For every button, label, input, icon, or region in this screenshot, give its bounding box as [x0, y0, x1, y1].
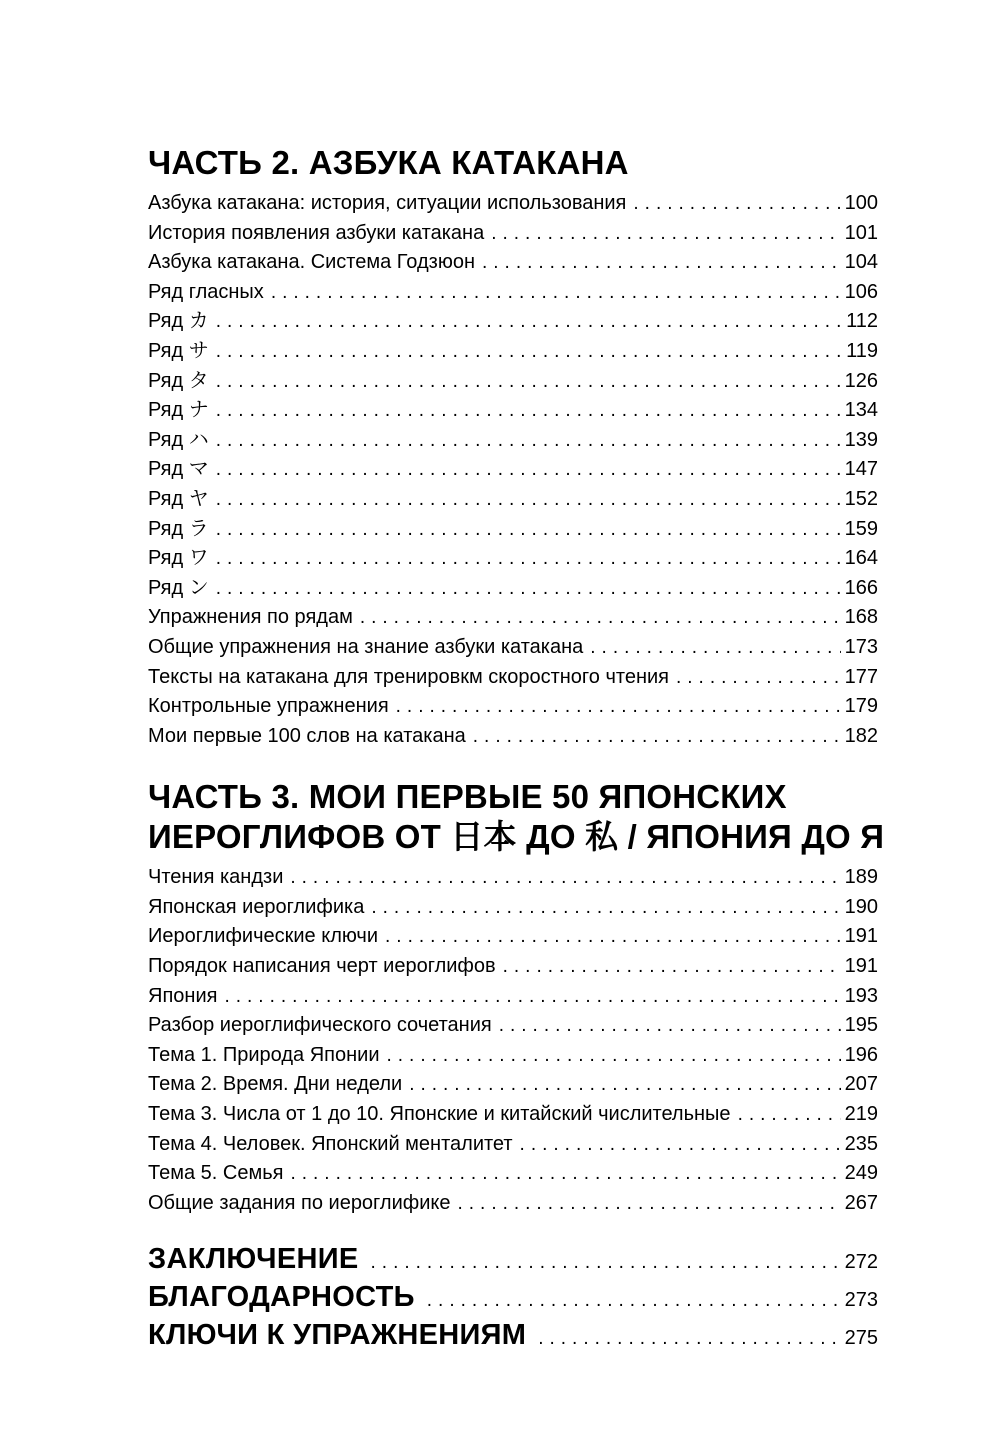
toc-entry: [148, 307, 878, 337]
toc-entry-page: 193: [844, 984, 878, 1007]
section-entries: [148, 863, 878, 1218]
toc-entry: [148, 692, 878, 722]
toc-entry: [148, 574, 878, 604]
toc-entry-page: 139: [844, 428, 878, 451]
dot-leader: [216, 485, 841, 515]
dot-leader: [503, 952, 841, 982]
toc-entry-label: Мои первые 100 слов на катакана: [148, 724, 466, 747]
toc-entry: [148, 1041, 878, 1071]
section-heading-line: ЧАСТЬ 2. АЗБУКА КАТАКАНА: [148, 144, 629, 181]
toc-entry-page: 177: [844, 665, 878, 688]
toc-entry-label: Ряд タ: [148, 369, 209, 392]
toc-entry-label: Тема 2. Время. Дни недели: [148, 1073, 403, 1096]
toc-entry-label: Ряд カ: [148, 310, 209, 333]
toc-entry-label: История появления азбуки катакана: [148, 221, 485, 244]
toc-entry: [148, 893, 878, 923]
toc-entry-label: Азбука катакана: история, ситуации использования: [148, 192, 627, 214]
toc-entry-label: Упражнения по рядам: [148, 606, 353, 629]
dot-leader: [216, 307, 842, 337]
toc-entry: [148, 396, 878, 426]
toc-entry-page: 159: [844, 517, 878, 540]
toc-entry-page: 119: [846, 339, 878, 362]
toc-entry-label: Ряд ワ: [148, 547, 209, 570]
toc-entry: [148, 633, 878, 663]
toc-entry: [148, 544, 878, 574]
toc-entry-label: Ряд ン: [148, 576, 209, 599]
dot-leader: [738, 1100, 841, 1130]
dot-leader: [427, 1283, 841, 1318]
toc-entry-page: 189: [844, 866, 878, 889]
toc-entry-label: Азбука катакана. Система Годзюон: [148, 251, 475, 274]
toc-entry-label: Тема 1. Природа Японии: [148, 1043, 380, 1066]
dot-leader: [457, 1189, 840, 1219]
dot-leader: [633, 189, 840, 219]
toc-entry: [148, 1318, 878, 1356]
toc-entry-label: Япония: [148, 984, 218, 1007]
toc-entry: [148, 1280, 878, 1318]
toc-entry-label: КЛЮЧИ К УПРАЖНЕНИЯМ: [148, 1319, 527, 1352]
dot-leader: [271, 278, 841, 308]
dot-leader: [371, 1245, 841, 1280]
dot-leader: [396, 692, 841, 722]
toc-entry-label: Ряд ヤ: [148, 487, 209, 510]
section-heading: [148, 777, 885, 857]
toc-entry: [148, 1159, 878, 1189]
dot-leader: [371, 893, 840, 923]
dot-leader: [473, 722, 841, 752]
dot-leader: [538, 1321, 840, 1356]
toc-entry-label: Ряд ハ: [148, 428, 209, 451]
toc-entry-page: 173: [844, 635, 878, 658]
toc-section: [148, 777, 885, 1218]
toc-entry: [148, 485, 878, 515]
dot-leader: [216, 515, 841, 545]
toc-entry-label: Ряд гласных: [148, 280, 264, 303]
dot-leader: [482, 248, 841, 278]
toc-entry: [148, 722, 878, 752]
dot-leader: [409, 1070, 840, 1100]
toc-entry: [148, 367, 878, 397]
toc-entry: [148, 1011, 878, 1041]
toc-entry-label: Ряд サ: [148, 339, 209, 362]
toc-entry: [148, 1100, 878, 1130]
toc-entry-label: Разбор иероглифического сочетания: [148, 1014, 492, 1037]
toc-entry-page: 219: [844, 1103, 878, 1126]
toc-entry-label: Контрольные упражнения: [148, 695, 389, 718]
dot-leader: [216, 367, 841, 397]
section-heading-line: ИЕРОГЛИФОВ ОТ 日本 ДО 私 / ЯПОНИЯ ДО Я: [148, 818, 885, 856]
toc-entry-page: 195: [844, 1014, 878, 1037]
dot-leader: [224, 982, 840, 1012]
toc-entry-label: БЛАГОДАРНОСТЬ: [148, 1281, 415, 1314]
toc-entry-page: 152: [844, 487, 878, 510]
section-entries: [148, 189, 878, 751]
toc-entry-label: Чтения кандзи: [148, 866, 284, 889]
toc-entry-page: 207: [844, 1073, 878, 1096]
toc-entry-label: Общие задания по иероглифике: [148, 1191, 451, 1214]
dot-leader: [216, 455, 841, 485]
dot-leader: [360, 603, 841, 633]
toc-entry-label: Тема 4. Человек. Японский менталитет: [148, 1132, 513, 1155]
dot-leader: [216, 544, 841, 574]
toc-entry-label: Японская иероглифика: [148, 895, 365, 918]
toc-entry: [148, 952, 878, 982]
toc-entry: [148, 278, 878, 308]
toc-entry-page: 164: [844, 547, 878, 570]
toc-entry: [148, 1242, 878, 1280]
dot-leader: [520, 1130, 841, 1160]
toc-entry: [148, 515, 878, 545]
toc-entry-page: 166: [844, 576, 878, 599]
dot-leader: [385, 922, 841, 952]
toc-entry-label: Порядок написания черт иероглифов: [148, 955, 496, 978]
toc-entry-page: 126: [844, 369, 878, 392]
section-heading: [148, 145, 878, 181]
dot-leader: [491, 219, 840, 249]
toc-entry-label: Ряд マ: [148, 458, 209, 481]
toc-entry-page: 235: [844, 1132, 878, 1155]
dot-leader: [290, 1159, 840, 1189]
toc-entry-page: 112: [846, 310, 878, 333]
dot-leader: [216, 574, 841, 604]
toc-entry-label: Тексты на катакана для тренировкм скоростного чтения: [148, 665, 669, 688]
toc-section: [148, 145, 878, 751]
toc-section: [148, 1242, 878, 1356]
toc-entry-label: Ряд ラ: [148, 517, 209, 540]
toc-entry: [148, 663, 878, 693]
toc-entry-page: 196: [844, 1043, 878, 1066]
toc-entry-page: 249: [844, 1162, 878, 1185]
toc-entry-page: 134: [844, 399, 878, 422]
dot-leader: [387, 1041, 841, 1071]
toc-entry: [148, 1130, 878, 1160]
toc-entry: [148, 1070, 878, 1100]
section-heading-line: ЧАСТЬ 3. МОИ ПЕРВЫЕ 50 ЯПОНСКИХ: [148, 778, 787, 816]
toc-entry-page: 275: [844, 1327, 878, 1350]
toc-entry-page: 101: [844, 221, 878, 244]
toc-entry-page: 272: [844, 1251, 878, 1274]
dot-leader: [216, 337, 842, 367]
toc-entry-label: Общие упражнения на знание азбуки катакана: [148, 635, 584, 658]
toc-entry-page: 168: [844, 606, 878, 629]
toc-entry: [148, 219, 878, 249]
toc-entry: [148, 603, 878, 633]
dot-leader: [676, 663, 841, 693]
toc-entry: [148, 922, 878, 952]
dot-leader: [216, 426, 841, 456]
toc-entry: [148, 1189, 878, 1219]
dot-leader: [290, 863, 840, 893]
toc-entry: [148, 248, 878, 278]
toc-entry-label: ЗАКЛЮЧЕНИЕ: [148, 1243, 359, 1276]
toc-entry-page: 191: [844, 925, 878, 948]
toc-entry: [148, 982, 878, 1012]
toc-entry-label: Ряд ナ: [148, 399, 209, 422]
toc-entry-page: 191: [844, 955, 878, 978]
dot-leader: [499, 1011, 841, 1041]
toc-entry-page: 100: [844, 192, 878, 214]
dot-leader: [590, 633, 840, 663]
toc-entry-page: 190: [844, 895, 878, 918]
toc-entry-page: 182: [844, 724, 878, 747]
dot-leader: [216, 396, 841, 426]
toc-entry-page: 273: [844, 1289, 878, 1312]
toc-entry: [148, 189, 878, 219]
toc-entry-label: Тема 5. Семья: [148, 1162, 284, 1185]
toc-entry-page: 147: [844, 458, 878, 481]
toc-entry-page: 106: [844, 280, 878, 303]
toc-entry-label: Иероглифические ключи: [148, 925, 379, 948]
toc-entry-page: 179: [844, 695, 878, 718]
toc-sections: [148, 144, 885, 1356]
toc-entry: [148, 426, 878, 456]
toc-entry: [148, 337, 878, 367]
section-entries: [148, 1242, 878, 1356]
toc-entry: [148, 863, 878, 893]
toc-entry-label: Тема 3. Числа от 1 до 10. Японские и китайский числительные: [148, 1103, 731, 1126]
toc-entry-page: 104: [844, 251, 878, 274]
toc-entry-page: 267: [844, 1191, 878, 1214]
toc-entry: [148, 455, 878, 485]
